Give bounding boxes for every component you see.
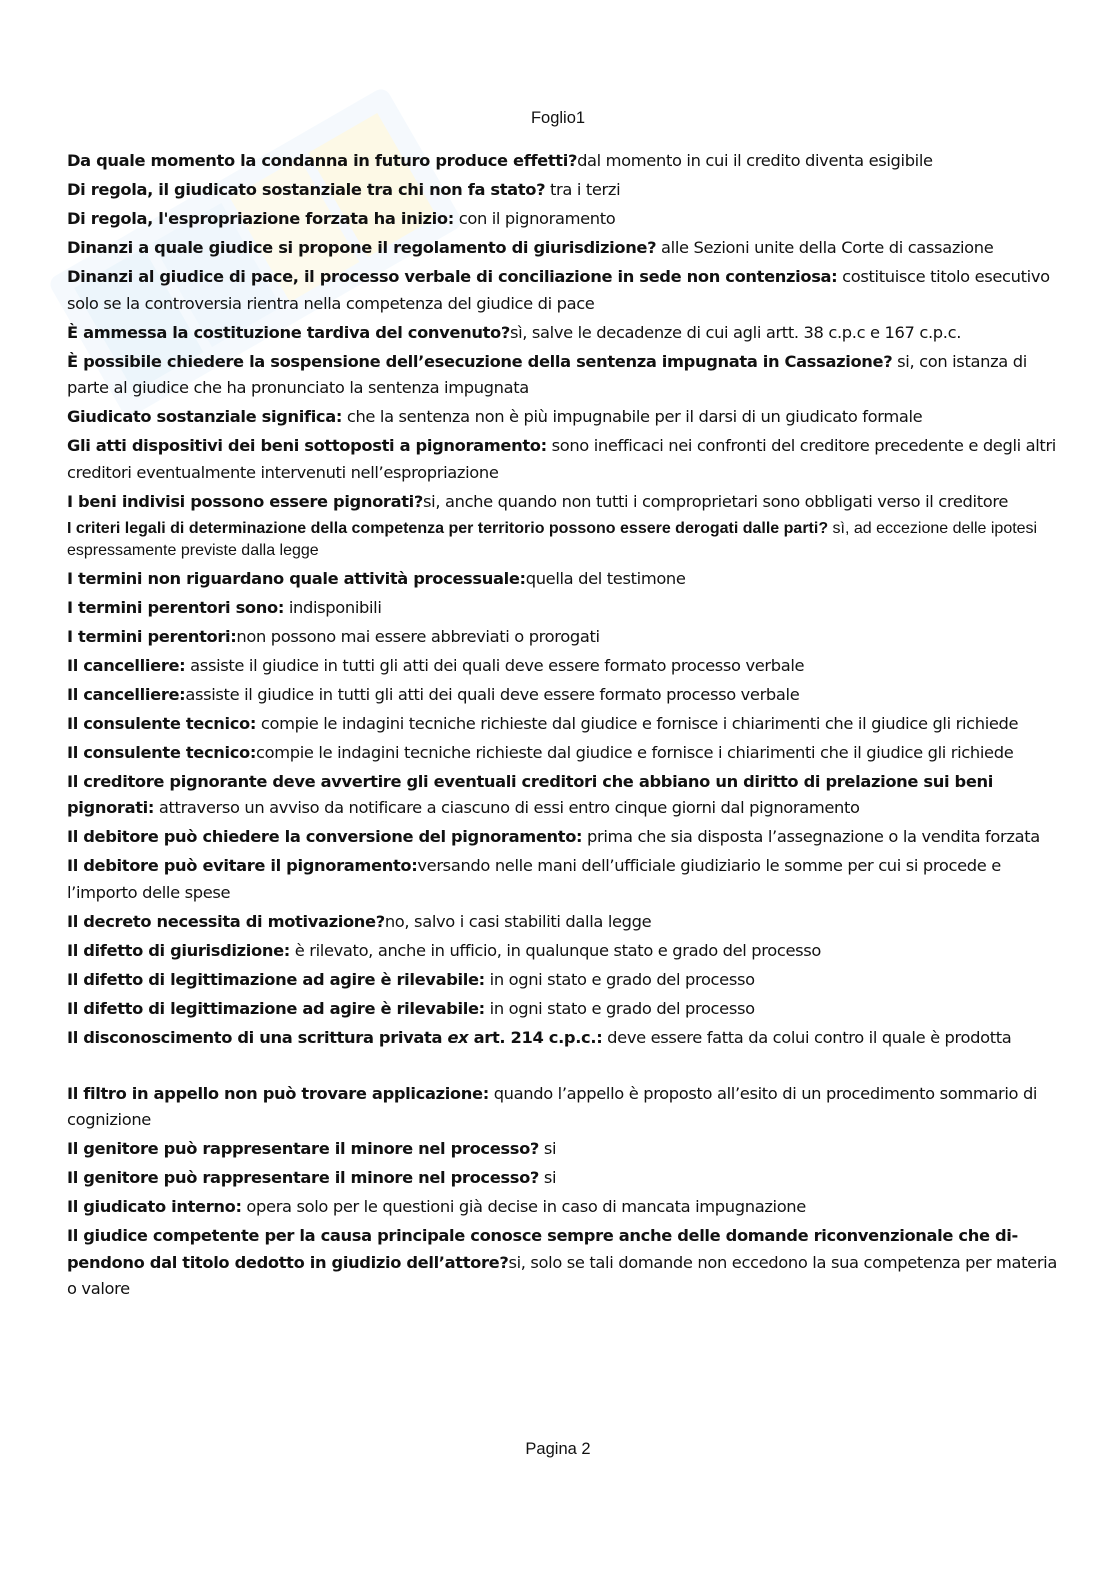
answer-text: assiste il giudice in tutti gli atti dei quali deve essere formato processo verbale xyxy=(185,655,805,675)
qa-row xyxy=(67,1025,1067,1052)
answer-text: sì, ad eccezione delle ipotesi espressamente previste dalla legge xyxy=(67,519,1038,559)
question-text: Il difetto di giurisdizione: xyxy=(67,940,290,960)
question-text-part: Il disconoscimento di una scrittura privata xyxy=(67,1027,448,1047)
question-text: Dinanzi a quale giudice si propone il regolamento di giurisdizione? xyxy=(67,238,657,257)
question-text: Il debitore può evitare il pignoramento: xyxy=(67,856,418,875)
qa-row xyxy=(67,853,1067,906)
answer-text: assiste il giudice in tutti gli atti dei quali deve essere formato processo verbale xyxy=(185,684,800,704)
qa-row xyxy=(67,235,1067,262)
qa-row xyxy=(67,264,1067,317)
answer-text: in ogni stato e grado del processo xyxy=(484,998,755,1018)
question-text: Da quale momento la condanna in futuro produce effetti? xyxy=(67,151,578,170)
answer-text: attraverso un avviso da notificare a ciascuno di essi entro cinque giorni dal pignoramento xyxy=(154,798,860,817)
answer-text: opera solo per le questioni già decise in caso di mancata impugnazione xyxy=(241,1197,806,1216)
answer-text: con il pignoramento xyxy=(453,209,616,228)
answer-text: deve essere fatta da colui contro il quale è prodotta xyxy=(602,1027,1012,1047)
qa-row xyxy=(67,595,1067,622)
question-text: Il debitore può chiedere la conversione del pignoramento: xyxy=(67,827,583,846)
question-text: Il filtro in appello non può trovare applicazione: xyxy=(67,1083,489,1103)
qa-row xyxy=(67,518,1067,562)
answer-text: sì, salve le decadenze di cui agli artt. 38 c.p.c e 167 c.p.c. xyxy=(509,322,962,342)
question-text: Il consulente tecnico: xyxy=(67,713,257,733)
question-text: Il creditore pignorante deve avvertire gli eventuali creditori che abbiano un diritto di prelazione sui beni pignorati: xyxy=(67,771,994,817)
answer-text: è rilevato, anche in ufficio, in qualunque stato e grado del processo xyxy=(289,940,822,960)
qa-row xyxy=(67,1136,1067,1163)
qa-row xyxy=(67,320,1067,347)
question-text: È possibile chiedere la sospensione dell’esecuzione della sentenza impugnata in Cassazione? xyxy=(67,351,893,371)
answer-text: si, con istanza di parte al giudice che ha pronunciato la sentenza impugnata xyxy=(67,351,1027,397)
answer-text: quando l’appello è proposto all’esito di un procedimento sommario di cognizione xyxy=(67,1083,1038,1129)
sheet-title: Foglio1 xyxy=(530,109,586,127)
qa-row xyxy=(67,624,1067,651)
qa-row xyxy=(67,148,1067,175)
question-text: I criteri legali di determinazione della competenza per territorio possono essere derogati dalle parti? xyxy=(67,519,829,537)
qa-row xyxy=(67,404,1067,431)
answer-text: prima che sia disposta l’assegnazione o la vendita forzata xyxy=(582,827,1040,846)
answer-text: non possono mai essere abbreviati o prorogati xyxy=(236,626,600,646)
question-text: Di regola, l'espropriazione forzata ha inizio: xyxy=(67,209,454,228)
qa-row xyxy=(67,489,1067,516)
question-text: Il difetto di legittimazione ad agire è rilevabile: xyxy=(67,998,485,1018)
qa-row xyxy=(67,996,1067,1023)
answer-text: si, anche quando non tutti i comproprietari sono obbligati verso il creditore xyxy=(423,491,1008,511)
question-text: Il decreto necessita di motivazione? xyxy=(67,911,385,931)
qa-row xyxy=(67,177,1067,204)
answer-text: si xyxy=(539,1168,557,1187)
question-text: I beni indivisi possono essere pignorati? xyxy=(67,491,424,511)
question-text: I termini perentori sono: xyxy=(67,597,284,617)
question-text: Il cancelliere: xyxy=(67,655,186,675)
answer-text: si xyxy=(539,1139,557,1158)
answer-text: no, salvo i casi stabiliti dalla legge xyxy=(384,911,652,931)
answer-text: compie le indagini tecniche richieste dal giudice e fornisce i chiarimenti che il giudice gli richiede xyxy=(256,713,1019,733)
answer-text: costituisce titolo esecutivo solo se la controversia rientra nella competenza del giudice di pace xyxy=(67,267,1050,313)
question-text: I termini perentori: xyxy=(67,626,237,646)
qa-row xyxy=(67,653,1067,680)
page-number: Pagina 2 xyxy=(525,1440,591,1458)
question-text: I termini non riguardano quale attività processuale: xyxy=(67,568,526,588)
question-text: Il genitore può rappresentare il minore nel processo? xyxy=(67,1139,540,1158)
qa-row xyxy=(67,711,1067,738)
qa-row xyxy=(67,967,1067,994)
qa-row xyxy=(67,938,1067,965)
question-text: Il cancelliere: xyxy=(67,684,186,704)
question-text: Il giudice competente per la causa principale conosce sempre anche delle domande riconvenzionale che di-pendono dal titolo dedotto in giudizio dell’attore? xyxy=(67,1226,1018,1272)
qa-row xyxy=(67,1194,1067,1221)
question-text: Il giudicato interno: xyxy=(67,1197,242,1216)
qa-row xyxy=(67,909,1067,936)
qa-row xyxy=(67,566,1067,593)
blank-line xyxy=(67,1054,1067,1081)
question-text: Il genitore può rappresentare il minore nel processo? xyxy=(67,1168,540,1187)
question-text-italic: ex xyxy=(447,1027,469,1047)
qa-row xyxy=(67,740,1067,767)
qa-row xyxy=(67,1223,1067,1303)
qa-row xyxy=(67,1081,1067,1134)
question-text: È ammessa la costituzione tardiva del convenuto? xyxy=(67,322,510,342)
qa-row xyxy=(67,769,1067,822)
qa-row xyxy=(67,824,1067,851)
qa-row xyxy=(67,349,1067,402)
qa-row xyxy=(67,206,1067,233)
question-text: Il consulente tecnico: xyxy=(67,742,257,762)
answer-text: in ogni stato e grado del processo xyxy=(484,969,755,989)
answer-text: indisponibili xyxy=(284,597,382,617)
question-text: Il difetto di legittimazione ad agire è rilevabile: xyxy=(67,969,485,989)
answer-text: che la sentenza non è più impugnabile per il darsi di un giudicato formale xyxy=(342,407,923,426)
answer-text: sono inefficaci nei confronti del creditore precedente e degli altri creditori eventualmente intervenuti nell’espropriazione xyxy=(67,436,1056,482)
question-text: Di regola, il giudicato sostanziale tra chi non fa stato? xyxy=(67,180,546,199)
question-text xyxy=(67,1028,602,1047)
answer-text: dal momento in cui il credito diventa esigibile xyxy=(577,151,933,170)
qa-list xyxy=(67,148,1067,1305)
answer-text: tra i terzi xyxy=(545,180,621,199)
qa-row xyxy=(67,1165,1067,1192)
answer-text: quella del testimone xyxy=(525,568,686,588)
answer-text: alle Sezioni unite della Corte di cassazione xyxy=(656,238,994,257)
answer-text: versando nelle mani dell’ufficiale giudiziario le somme per cui si procede e l’importo delle spese xyxy=(67,856,1001,902)
question-text: Gli atti dispositivi dei beni sottoposti a pignoramento: xyxy=(67,436,547,455)
question-text-part: art. 214 c.p.c.: xyxy=(468,1027,603,1047)
answer-text: compie le indagini tecniche richieste dal giudice e fornisce i chiarimenti che il giudice gli richiede xyxy=(256,742,1014,762)
question-text: Dinanzi al giudice di pace, il processo verbale di conciliazione in sede non contenziosa: xyxy=(67,267,838,286)
question-text: Giudicato sostanziale significa: xyxy=(67,407,343,426)
answer-text: si, solo se tali domande non eccedono la sua competenza per materia o valore xyxy=(67,1252,1057,1298)
qa-row xyxy=(67,682,1067,709)
qa-row xyxy=(67,433,1067,486)
